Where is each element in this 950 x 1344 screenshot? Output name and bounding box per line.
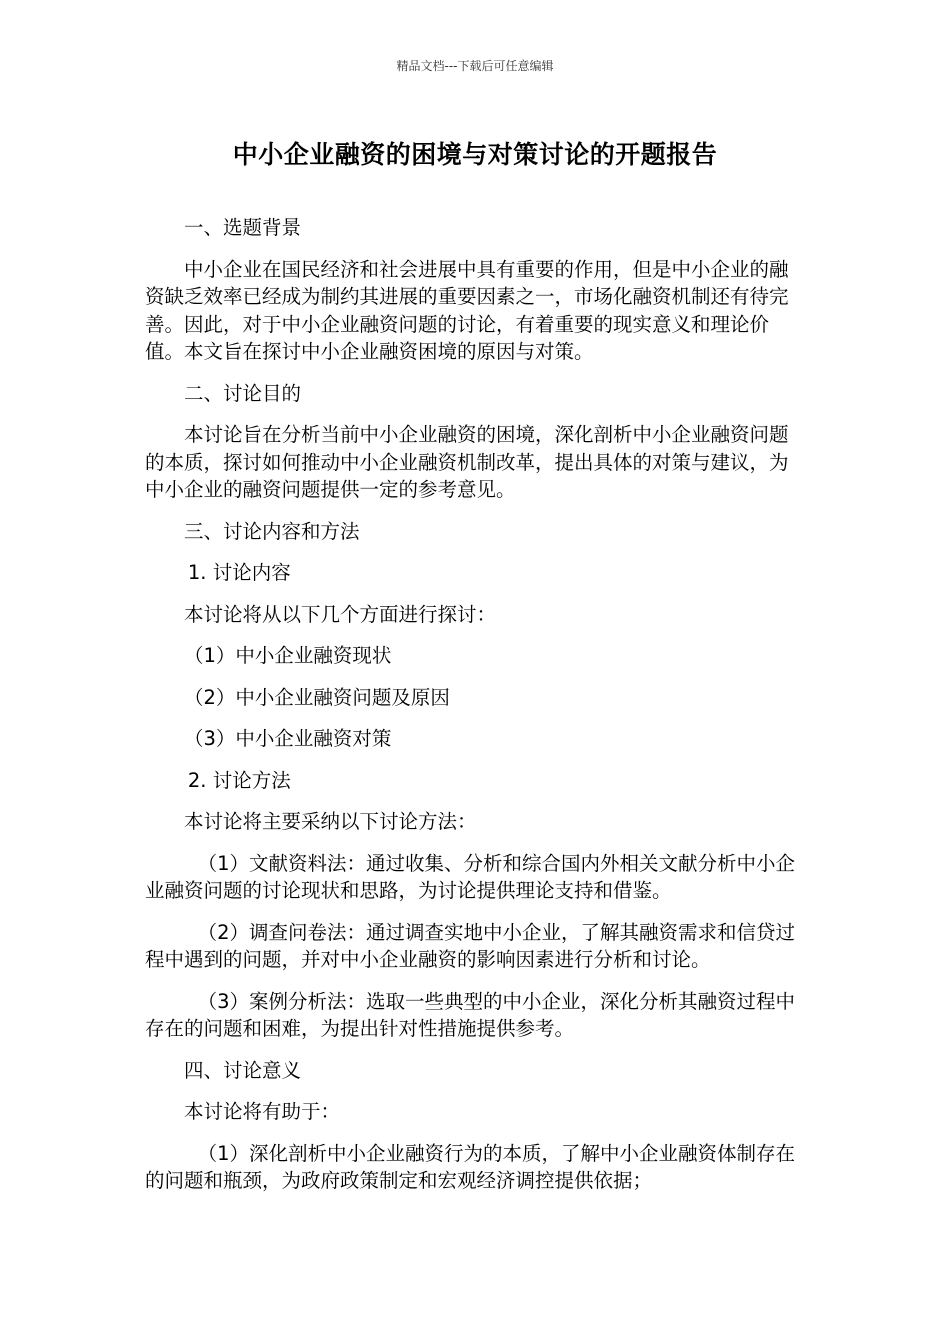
section-heading-purpose: 二、讨论目的 [184,381,302,405]
section-heading-content-method: 三、讨论内容和方法 [184,519,360,543]
list-item-content-1: （1）中小企业融资现状 [184,644,392,667]
paragraph-background: 中小企业在国民经济和社会进展中具有重要的作用，但是中小企业的融资缺乏效率已经成为制约其进展的重要因素之一，市场化融资机制还有待完善。因此，对于中小企业融资问题的讨论，有着重要的现实意义和理论价值。本文旨在探讨中小企业融资困境的原因与对策。 [145,257,789,363]
list-item-content-2: （2）中小企业融资问题及原因 [184,685,450,709]
paragraph-purpose: 本讨论旨在分析当前中小企业融资的困境，深化剖析中小企业融资问题的本质，探讨如何推动中小企业融资机制改革，提出具体的对策与建议，为中小企业的融资问题提供一定的参考意见。 [145,423,789,501]
paragraph-content-intro: 本讨论将从以下几个方面进行探讨： [184,602,497,626]
subheading-method: 2. 讨论方法 [187,768,291,792]
list-item-method-2: （2）调查问卷法：通过调查实地中小企业，了解其融资需求和信贷过程中遇到的问题，并对中小企业融资的影响因素进行分析和讨论。 [145,920,796,971]
paragraph-method-intro: 本讨论将主要采纳以下讨论方法： [184,810,477,833]
header-note: 精品文档---下载后可任意编辑 [396,59,554,73]
list-item-content-3: （3）中小企业融资对策 [184,727,392,750]
list-item-method-3: （3）案例分析法：选取一些典型的中小企业，深化分析其融资过程中存在的问题和困难，为提出针对性措施提供参考。 [145,989,796,1040]
list-item-method-1: （1）文献资料法：通过收集、分析和综合国内外相关文献分析中小企业融资问题的讨论现状和思路，为讨论提供理论支持和借鉴。 [145,851,796,902]
document-title: 中小企业融资的困境与对策讨论的开题报告 [232,140,718,169]
document-body [145,214,805,1209]
subheading-content: 1. 讨论内容 [187,561,291,584]
section-heading-significance: 四、讨论意义 [184,1058,302,1082]
section-heading-background: 一、选题背景 [184,216,302,239]
paragraph-significance-intro: 本讨论将有助于： [184,1100,341,1123]
list-item-significance-1: （1）深化剖析中小企业融资行为的本质，了解中小企业融资体制存在的问题和瓶颈，为政府政策制定和宏观经济调控提供依据； [145,1141,796,1192]
